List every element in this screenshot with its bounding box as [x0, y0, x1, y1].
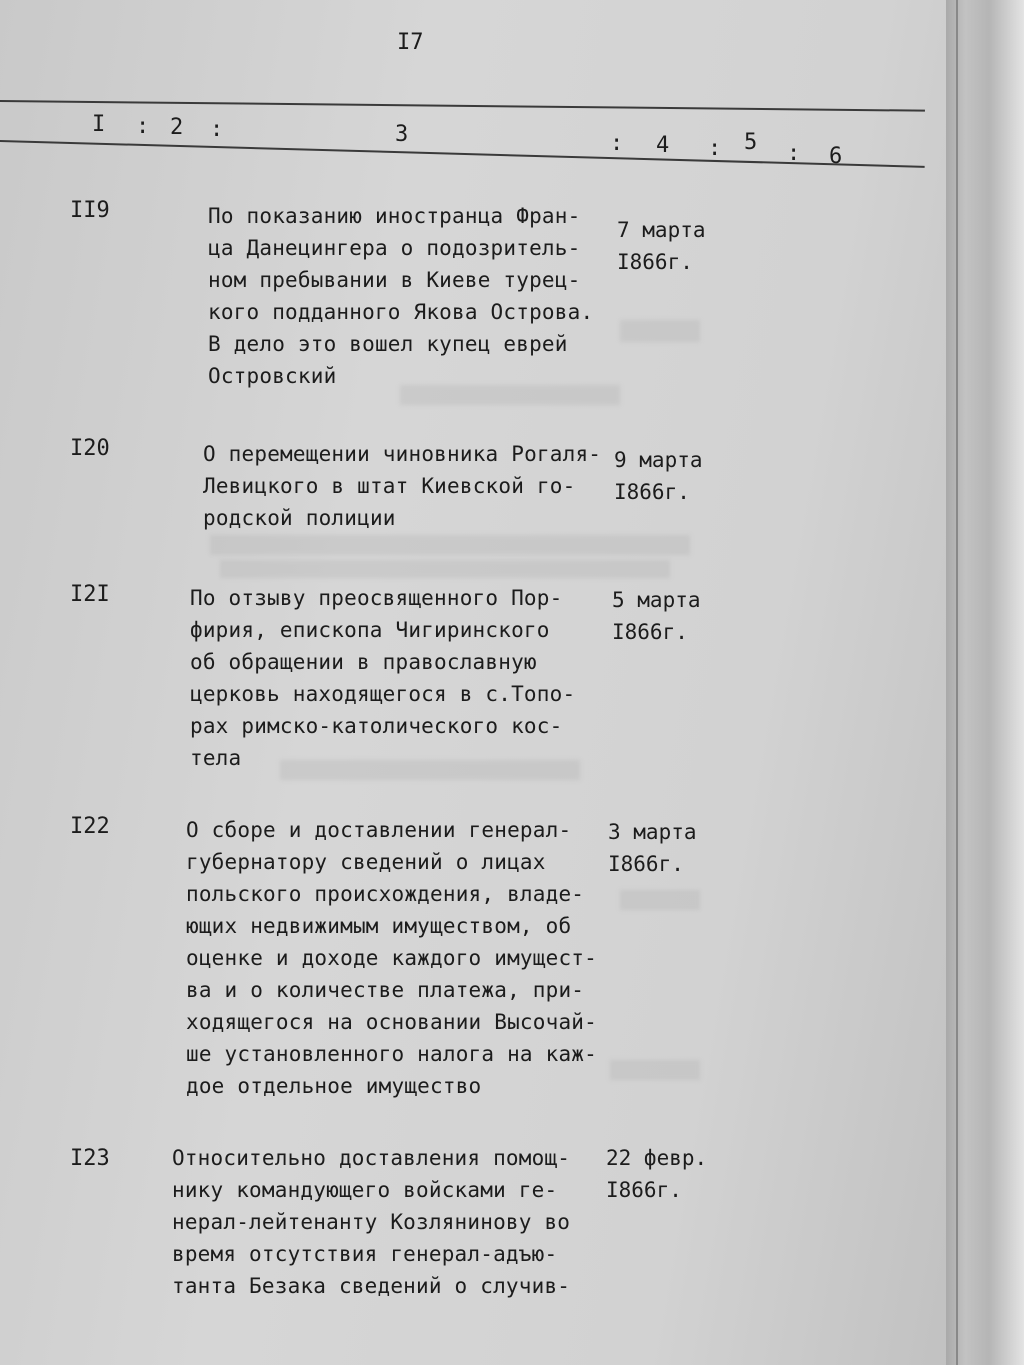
page-number: I7: [397, 30, 424, 55]
entry-line: польского происхождения, владе-: [186, 882, 585, 906]
column-header-separator: :: [136, 114, 150, 139]
entry-line: По отзыву преосвященного Пор-: [190, 586, 563, 610]
column-header-6: 6: [829, 144, 843, 169]
bleed-through-mark: [220, 560, 670, 578]
header-rule-bottom: [0, 140, 925, 168]
entry-line: об обращении в православную: [190, 650, 537, 674]
entry-description: [190, 582, 575, 774]
column-header-5: 5: [744, 130, 758, 155]
entry-line: оценке и доходе каждого имущест-: [186, 946, 597, 970]
entry-line: Левицкого в штат Киевской го-: [203, 474, 576, 498]
entry-line: танта Безака сведений о случив-: [172, 1274, 571, 1298]
entry-line: По показанию иностранца Фран-: [208, 204, 581, 228]
entry-line: тела: [190, 746, 242, 770]
entry-line: В дело это вошел купец еврей: [208, 332, 568, 356]
bleed-through-mark: [610, 1060, 700, 1080]
entry-date-line: 22 февр.: [606, 1146, 708, 1170]
column-header-4: 4: [656, 133, 670, 158]
entry-line: ющих недвижимым имуществом, об: [186, 914, 572, 938]
adjacent-page-edge: [946, 0, 1024, 1365]
column-header-2: 2: [170, 115, 184, 140]
entry-date-line: I866г.: [606, 1178, 682, 1202]
entry-line: губернатору сведений о лицах: [186, 850, 546, 874]
entry-number: I23: [70, 1146, 110, 1171]
column-header-separator: :: [210, 117, 224, 142]
column-header-separator: :: [610, 131, 624, 156]
bleed-through-mark: [620, 320, 700, 342]
column-header-separator: :: [787, 141, 801, 166]
entry-line: кого подданного Якова Острова.: [208, 300, 594, 324]
entry-description: [186, 814, 597, 1102]
entry-line: нику командующего войсками ге-: [172, 1178, 558, 1202]
bleed-through-mark: [210, 535, 690, 555]
entry-number: I22: [70, 814, 110, 839]
entry-date-line: I866г.: [617, 250, 693, 274]
entry-date-line: 5 марта: [612, 588, 701, 612]
header-rule-top: [0, 100, 925, 112]
entry-line: нерал-лейтенанту Козлянинову во: [172, 1210, 571, 1234]
entry-line: дое отдельное имущество: [186, 1074, 482, 1098]
bleed-through-mark: [620, 890, 700, 910]
column-header-3: 3: [395, 122, 409, 147]
entry-line: ходящегося на основании Высочай-: [186, 1010, 597, 1034]
entry-description: [208, 200, 593, 392]
entry-line: родской полиции: [203, 506, 396, 530]
entry-line: ва и о количестве платежа, при-: [186, 978, 585, 1002]
entry-date-line: 9 марта: [614, 448, 703, 472]
column-header-separator: :: [708, 136, 722, 161]
entry-line: Островский: [208, 364, 337, 388]
entry-line: ше установленного налога на каж-: [186, 1042, 597, 1066]
entry-line: время отсутствия генерал-адъю-: [172, 1242, 558, 1266]
entry-date: [612, 584, 701, 648]
entry-date-line: I866г.: [612, 620, 688, 644]
column-header-1: I: [92, 112, 106, 137]
entry-number: II9: [70, 198, 110, 223]
entry-line: О сборе и доставлении генерал-: [186, 818, 572, 842]
entry-line: ном пребывании в Киеве турец-: [208, 268, 581, 292]
entry-date-line: 3 марта: [608, 820, 697, 844]
entry-date-line: 7 марта: [617, 218, 706, 242]
entry-line: О перемещении чиновника Рогаля-: [203, 442, 602, 466]
entry-date: [614, 444, 703, 508]
entry-line: церковь находящегося в с.Топо-: [190, 682, 576, 706]
entry-date: [617, 214, 706, 278]
entry-line: фирия, епископа Чигиринского: [190, 618, 550, 642]
entry-number: I2I: [70, 582, 110, 607]
entry-date: [608, 816, 697, 880]
entry-line: ца Данецингера о подозритель-: [208, 236, 581, 260]
entry-date: [606, 1142, 707, 1206]
entry-description: [172, 1142, 570, 1302]
entry-date-line: I866г.: [608, 852, 684, 876]
entry-description: [203, 438, 601, 534]
entry-date-line: I866г.: [614, 480, 690, 504]
entry-line: рах римско-католического кос-: [190, 714, 563, 738]
entry-number: I20: [70, 436, 110, 461]
entry-line: Относительно доставления помощ-: [172, 1146, 571, 1170]
